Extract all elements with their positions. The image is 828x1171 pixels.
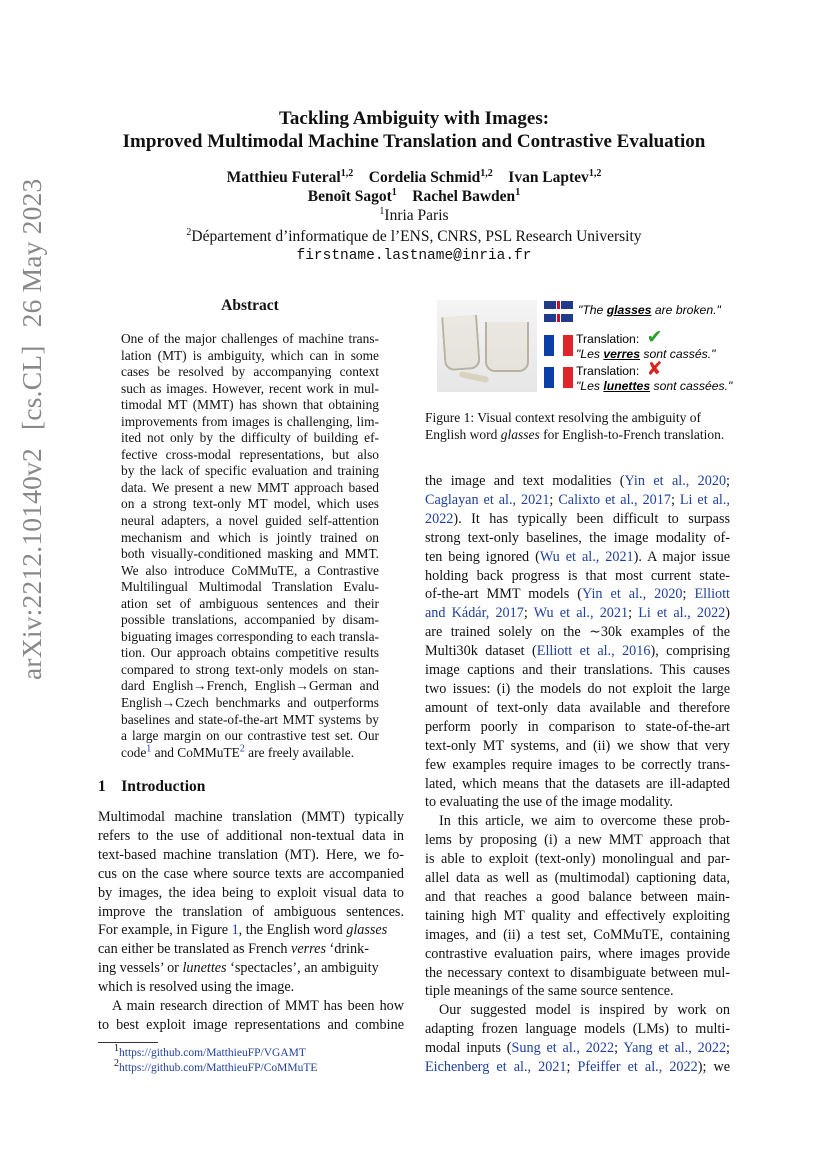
text-run: English word	[425, 427, 501, 442]
text-run: taining high MT quality and effectively exploiting	[425, 907, 730, 924]
text-run: ;	[614, 1040, 624, 1057]
intro-paragraph-1	[98, 808, 404, 1035]
text-line: compared to strong text-only models on stan-	[121, 661, 379, 677]
text-run: the necessary context to disambiguate between mul-	[425, 964, 730, 981]
affil-sup: 1	[379, 205, 385, 217]
citation-link[interactable]: Yin et al., 2020	[582, 586, 683, 603]
text-line	[425, 1039, 730, 1058]
text-line: such as images. However, recent work in mul-	[121, 380, 379, 396]
text-run: ;	[566, 1059, 578, 1076]
section-number: 1	[98, 778, 106, 795]
text-run: ;	[628, 605, 639, 622]
text-line	[425, 604, 730, 623]
translation-label: Translation:	[576, 364, 640, 378]
translation-1	[576, 327, 716, 362]
citation-link[interactable]: Pfeiffer et al., 2022	[577, 1059, 698, 1076]
abstract-last-line	[121, 745, 379, 762]
citation-link[interactable]: Li et al., 2022	[638, 605, 726, 622]
citation-link[interactable]: Yang et al., 2022	[623, 1040, 727, 1057]
text-line: One of the major challenges of machine trans-	[121, 331, 379, 346]
authors-line2	[0, 187, 828, 207]
paper-title-line2: Improved Multimodal Machine Translation and Contrastive Evaluation	[122, 131, 706, 152]
text-run: allel data as well as (multimodal) captioning data,	[425, 870, 730, 887]
text-line	[425, 642, 730, 661]
text-line	[98, 959, 404, 978]
text-run: lated, which means that the datasets are ill-adapted	[425, 775, 730, 792]
author-name: Rachel Bawden	[412, 188, 516, 205]
author-affil-sup: 1,2	[588, 167, 602, 179]
source-sentence	[578, 303, 721, 318]
text-run: tiple meanings of the same source sentence.	[425, 983, 674, 1000]
text-run: sont cassés."	[639, 347, 716, 361]
text-line: cases be resolved by accompanying context	[121, 364, 379, 380]
text-line: data. We present a new MMT approach based	[121, 479, 379, 495]
translated-word: verres	[603, 347, 640, 361]
citation-link[interactable]: Elliott et al., 2016	[536, 643, 651, 660]
text-run: "Les	[576, 347, 604, 361]
text-run: modal inputs (	[425, 1040, 512, 1057]
text-run: sont cassées."	[650, 379, 733, 393]
abstract-heading: Abstract	[221, 297, 279, 314]
text-line: improve the translation of ambiguous sentences.	[98, 903, 404, 920]
abstract-body	[121, 331, 379, 761]
author-affil-sup: 1,2	[480, 167, 493, 179]
text-run: ). It has typically been difficult to surpass	[453, 510, 730, 527]
text-line	[425, 926, 730, 945]
text-line	[425, 831, 730, 850]
affil-text: Département d’informatique de l’ENS, CNRS, PSL Research University	[191, 228, 642, 245]
emph-word: lunettes	[182, 960, 227, 977]
glass-shard	[459, 371, 490, 383]
text-run: amount of text-only data available and therefore	[425, 699, 730, 716]
text-run: ;	[726, 473, 730, 489]
text-line: ited not only by the difficulty of building ef-	[121, 430, 379, 446]
translation-2	[576, 359, 733, 394]
text-line: by the lack of specific evaluation and training	[121, 463, 379, 479]
citation-link[interactable]: and Kádár, 2017	[425, 605, 524, 622]
text-line	[425, 869, 730, 888]
section-title: Introduction	[121, 778, 206, 795]
text-run: ten being ignored (	[425, 548, 540, 565]
citation-link[interactable]: Sung et al., 2022	[511, 1040, 615, 1057]
text-run: are broken."	[651, 303, 721, 317]
text-line: both visually-conditioned masking and MMT.	[121, 546, 379, 562]
text-line: possible translations, accompanied by disam-	[121, 612, 379, 628]
text-run: lems by proposing (i) a new MMT approach that	[425, 832, 730, 849]
text-line	[425, 756, 730, 775]
text-run: ); we	[697, 1059, 730, 1076]
text-line: biguating images corresponding to each transla-	[121, 628, 379, 644]
author-name: Benoît Sagot	[307, 188, 392, 205]
footnote-url-link[interactable]: https://github.com/MatthieuFP/VGAMT	[119, 1047, 306, 1059]
text-run: ;	[726, 1040, 730, 1057]
text-run: )	[725, 605, 730, 622]
figure-1	[437, 297, 735, 397]
text-line	[425, 585, 730, 604]
text-line: mechanism and which is jointly trained on	[121, 529, 379, 545]
text-run: image captions and their translations. This causes	[425, 662, 730, 679]
text-line: We also introduce CoMMuTE, a Contrastive	[121, 562, 379, 578]
text-run: "The	[578, 303, 607, 317]
text-run: to evaluating the use of the image modality.	[425, 794, 674, 811]
text-line	[425, 510, 730, 529]
text-run: ), comprising	[650, 643, 730, 660]
text-run: ‘spectacles’, an ambiguity	[226, 960, 379, 977]
text-line: neural adapters, a novel guided self-attention	[121, 513, 379, 529]
author-affil-sup: 1	[391, 186, 397, 198]
text-run: text-only MT systems, and (ii) we show that very	[425, 737, 730, 754]
text-line	[425, 793, 730, 812]
text-line: English→Czech benchmarks and outperforms	[121, 695, 379, 711]
ambiguous-word: glasses	[606, 303, 652, 317]
text-line: on a strong text-only MT model, which uses	[121, 496, 379, 512]
affiliation-1	[0, 206, 828, 226]
footnote-ref-1[interactable]: 1	[146, 743, 152, 755]
text-line: text-based machine translation (MT). Here, we fo-	[98, 846, 404, 863]
author-name: Ivan Laptev	[508, 169, 589, 186]
footnote-1	[114, 1043, 306, 1061]
author-name: Matthieu Futeral	[226, 169, 341, 186]
arxiv-category: [cs.CL]	[16, 345, 47, 431]
text-line: timodal MT (MMT) has shown that obtaining	[121, 397, 379, 413]
text-run: Our suggested model is inspired by work on	[439, 1002, 730, 1019]
text-run: few examples require images to be correctly trans-	[425, 756, 730, 773]
text-line	[425, 529, 730, 548]
check-icon: ✔	[646, 327, 663, 348]
text-run: is able to exploit (text-only) monolingual and par-	[425, 851, 730, 868]
text-run: ‘drink-	[325, 941, 369, 958]
text-run: and that reaches a good balance between main-	[425, 888, 730, 905]
text-run: for English-to-French translation.	[539, 427, 725, 442]
text-line: cus on the case where source texts are accompanied	[98, 865, 404, 882]
text-run: images, and (ii) a test set, CoMMuTE, containing	[425, 926, 730, 943]
section-heading-introduction	[98, 778, 205, 796]
text-line: fective cross-modal representations, but also	[121, 446, 379, 462]
text-run: adapting frozen language models (LMs) to multi-	[425, 1021, 730, 1038]
text-line	[425, 680, 730, 699]
translated-word: lunettes	[603, 379, 651, 393]
text-line	[425, 472, 730, 491]
figure-1-caption	[425, 409, 731, 443]
text-line	[425, 775, 730, 794]
affiliation-2	[0, 227, 828, 247]
text-run: perform poorly in comparison to state-of-the-art	[425, 718, 730, 735]
text-run: of-the-art MMT models (	[425, 586, 582, 603]
text-line	[425, 567, 730, 586]
paper-title-line1: Tackling Ambiguity with Images:	[278, 108, 550, 129]
authors-line1	[0, 168, 828, 188]
translation-label: Translation:	[576, 332, 640, 346]
footnote-number: 2	[114, 1058, 119, 1070]
text-line	[425, 850, 730, 869]
footnote-number: 1	[114, 1043, 119, 1055]
author-name: Cordelia Schmid	[368, 169, 481, 186]
author-affil-sup: 1,2	[340, 167, 354, 179]
french-flag-icon	[544, 335, 573, 356]
text-run: can either be translated as French	[98, 941, 292, 958]
text-line: a large margin on our contrastive test set. Our	[121, 728, 379, 744]
text-run: two issues: (i) the models do not exploit the large	[425, 680, 730, 697]
cross-icon: ✘	[646, 359, 663, 380]
text-run: are trained solely on the ∼30k examples of the	[425, 624, 730, 641]
text-run: In this article, we aim to overcome these prob-	[439, 813, 730, 830]
caption-line: Figure 1: Visual context resolving the ambiguity of	[425, 410, 702, 425]
text-run: ;	[549, 491, 559, 508]
citation-link[interactable]: Wu et al., 2021	[539, 548, 634, 565]
text-line	[425, 548, 730, 567]
citation-link[interactable]: Yin et al., 2020	[624, 473, 727, 489]
text-run: ;	[682, 586, 695, 603]
affil-text: Inria Paris	[384, 207, 449, 224]
citation-link[interactable]: Caglayan et al., 2021	[425, 491, 550, 508]
text-line	[425, 718, 730, 737]
text-run: ). A major issue	[633, 548, 730, 565]
figure-ref-link[interactable]: 1	[231, 922, 239, 939]
author-email: firstname.lastname@inria.fr	[296, 248, 532, 264]
text-run: ing vessels’ or	[98, 960, 183, 977]
text-line	[425, 737, 730, 756]
text-line: to best exploit image representations and combine	[98, 1016, 404, 1033]
citation-link[interactable]: Li et al.,	[679, 491, 730, 508]
uk-flag-icon	[544, 301, 573, 322]
abstract-text: and CoMMuTE	[151, 744, 240, 760]
footnote-url-link[interactable]: https://github.com/MatthieuFP/CoMMuTE	[119, 1062, 318, 1074]
footnote-rule	[98, 1042, 158, 1043]
text-line: refers to the use of additional non-textual data in	[98, 827, 404, 844]
text-line	[425, 1001, 730, 1020]
arxiv-id: arXiv:2212.10140v2	[16, 448, 47, 680]
text-line	[425, 982, 730, 1001]
text-line: improvements from images is challenging, lim-	[121, 413, 379, 429]
emph-word: glasses	[500, 427, 540, 442]
affil-sup: 2	[186, 226, 192, 238]
text-run: For example, in Figure	[98, 922, 232, 939]
broken-glasses-photo	[437, 300, 537, 392]
text-line: lation (MT) is ambiguity, which can in some	[121, 347, 379, 363]
author-affil-sup: 1	[515, 186, 521, 198]
text-line	[98, 940, 404, 959]
broken-glass-left	[441, 315, 481, 371]
text-run: ;	[523, 605, 534, 622]
french-flag-icon	[544, 367, 573, 388]
arxiv-date: 26 May 2023	[16, 178, 47, 328]
text-line	[425, 907, 730, 926]
text-line: tion. Our approach obtains competitive results	[121, 645, 379, 661]
text-line: ation set of ambiguous sentences and their	[121, 595, 379, 611]
right-column-text	[425, 472, 730, 1077]
text-line: Multilingual Multimodal Translation Evalu-	[121, 579, 379, 595]
text-line	[425, 699, 730, 718]
text-line	[425, 964, 730, 983]
footnote-2	[114, 1058, 318, 1076]
citation-link[interactable]: Eichenberg et al., 2021	[425, 1059, 567, 1076]
footnote-ref-2[interactable]: 2	[239, 743, 245, 755]
text-run: "Les	[576, 379, 604, 393]
text-line	[425, 888, 730, 907]
text-line	[98, 921, 404, 940]
emph-word: verres	[291, 941, 326, 958]
text-line: baselines and state-of-the-art MMT systems by	[121, 711, 379, 727]
text-line: A main research direction of MMT has been how	[112, 998, 404, 1015]
emph-word: glasses	[346, 922, 388, 939]
abstract-text: code	[121, 744, 147, 760]
text-line	[425, 661, 730, 680]
citation-link[interactable]: Elliott	[694, 586, 730, 603]
abstract-text: are freely available.	[244, 744, 355, 760]
text-run: the image and text modalities (	[425, 473, 625, 489]
text-line: by images, the idea being to exploit visual data to	[98, 884, 404, 901]
text-line	[425, 623, 730, 642]
arxiv-sidebar-stamp	[16, 120, 56, 680]
citation-link[interactable]: Calixto et al., 2017	[558, 491, 671, 508]
text-line	[425, 1058, 730, 1077]
text-run: holding back progress is that most current state-	[425, 567, 730, 584]
text-run: ;	[670, 491, 680, 508]
citation-link[interactable]: 2022	[425, 510, 454, 527]
caption-line	[425, 426, 731, 443]
text-run: Multi30k dataset (	[425, 643, 537, 660]
text-line: which is resolved using the image.	[98, 979, 295, 996]
text-line	[425, 1020, 730, 1039]
text-line: dard English→French, English→German and	[121, 678, 379, 694]
text-run: , the English word	[238, 922, 347, 939]
text-line	[425, 812, 730, 831]
text-line	[425, 945, 730, 964]
text-run: strong text-only baselines, the image modality of-	[425, 529, 730, 546]
citation-link[interactable]: Wu et al., 2021	[533, 605, 629, 622]
broken-glass-right	[485, 322, 529, 372]
text-run: contrastive evaluation pairs, where images provide	[425, 945, 730, 962]
text-line: Multimodal machine translation (MMT) typically	[98, 809, 404, 825]
text-line	[425, 491, 730, 510]
